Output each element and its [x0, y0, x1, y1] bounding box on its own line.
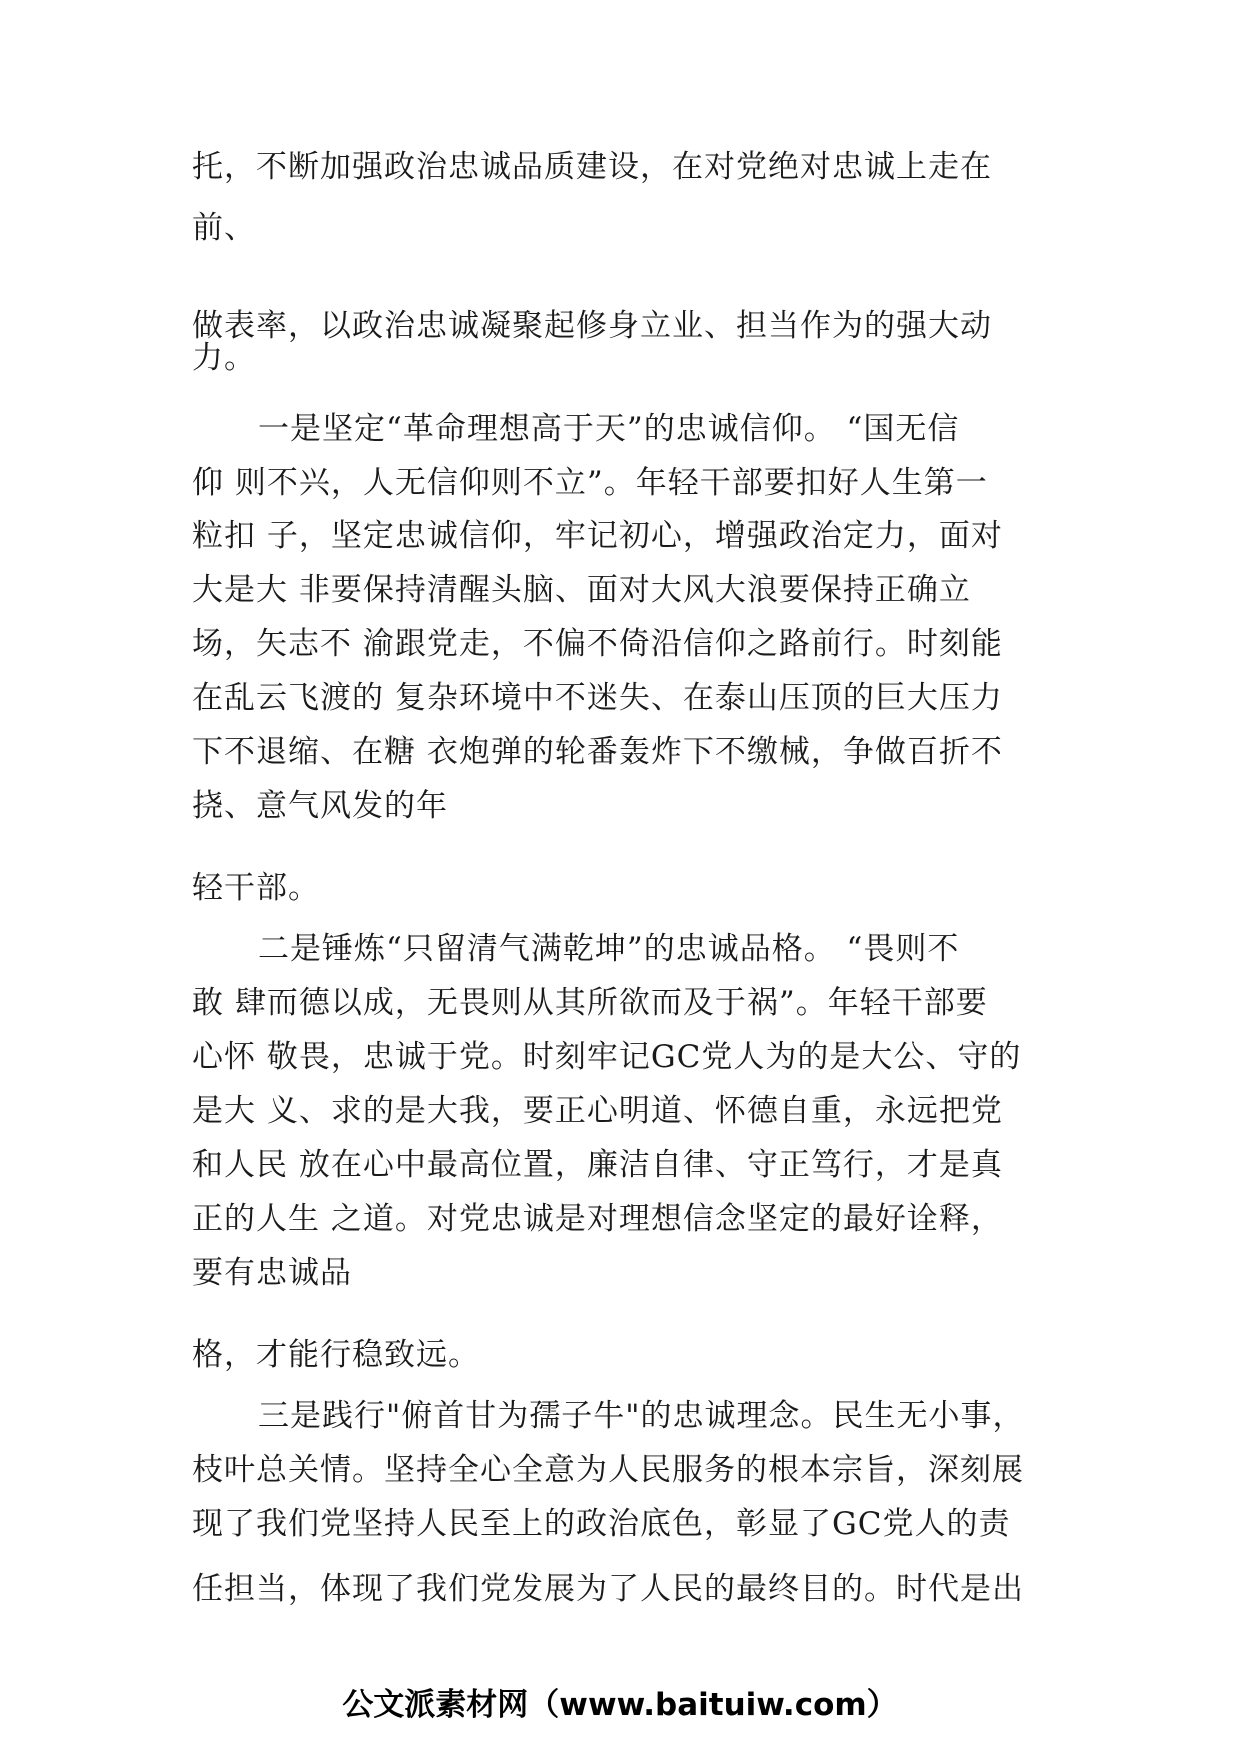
text-line: 在乱云飞渡的 复杂环境中不迷失、在泰山压顶的巨大压力	[192, 680, 1003, 716]
text-line: 现了我们党坚持人民至上的政治底色，彰显了GC党人的责	[192, 1506, 1011, 1542]
text-line: 仰 则不兴，人无信仰则不立”。年轻干部要扣好人生第一	[192, 465, 988, 501]
text-line: 格，才能行稳致远。	[192, 1337, 480, 1373]
text-line: 二是锤炼“只留清气满乾坤”的忠诚品格。 “畏则不	[258, 931, 960, 967]
text-line: 要有忠诚品	[192, 1255, 352, 1291]
text-line: 敢 肆而德以成，无畏则从其所欲而及于祸”。年轻干部要	[192, 985, 988, 1021]
text-line: 正的人生 之道。对党忠诚是对理想信念坚定的最好诠释，	[192, 1201, 1003, 1237]
text-line: 三是践行"俯首甘为孺子牛"的忠诚理念。民生无小事，	[258, 1398, 1025, 1434]
text-line: 是大 义、求的是大我，要正心明道、怀德自重，永远把党	[192, 1093, 1003, 1129]
text-line: 一是坚定“革命理想高于天”的忠诚信仰。 “国无信	[258, 411, 960, 447]
text-line: 挠、意气风发的年	[192, 788, 448, 824]
text-line: 粒扣 子，坚定忠诚信仰，牢记初心，增强政治定力，面对	[192, 518, 1003, 554]
text-line: 托，不断加强政治忠诚品质建设，在对党绝对忠诚上走在	[192, 149, 992, 185]
text-line: 和人民 放在心中最高位置，廉洁自律、守正笃行，才是真	[192, 1147, 1003, 1183]
text-line: 力。	[192, 340, 256, 376]
text-line: 前、	[192, 210, 256, 246]
text-line: 做表率，以政治忠诚凝聚起修身立业、担当作为的强大动	[192, 308, 992, 344]
text-line: 场，矢志不 渝跟党走，不偏不倚沿信仰之路前行。时刻能	[192, 626, 1003, 662]
text-line: 轻干部。	[192, 870, 320, 906]
text-line: 下不退缩、在糖 衣炮弹的轮番轰炸下不缴械，争做百折不	[192, 734, 1003, 770]
text-line: 大是大 非要保持清醒头脑、面对大风大浪要保持正确立	[192, 572, 971, 608]
text-line: 任担当，体现了我们党发展为了人民的最终目的。时代是出	[192, 1571, 1024, 1607]
footer-watermark: 公文派素材网（www.baituiw.com）	[342, 1687, 898, 1723]
text-line: 枝叶总关情。坚持全心全意为人民服务的根本宗旨，深刻展	[192, 1452, 1024, 1488]
text-line: 心怀 敬畏，忠诚于党。时刻牢记GC党人为的是大公、守的	[192, 1039, 1022, 1075]
